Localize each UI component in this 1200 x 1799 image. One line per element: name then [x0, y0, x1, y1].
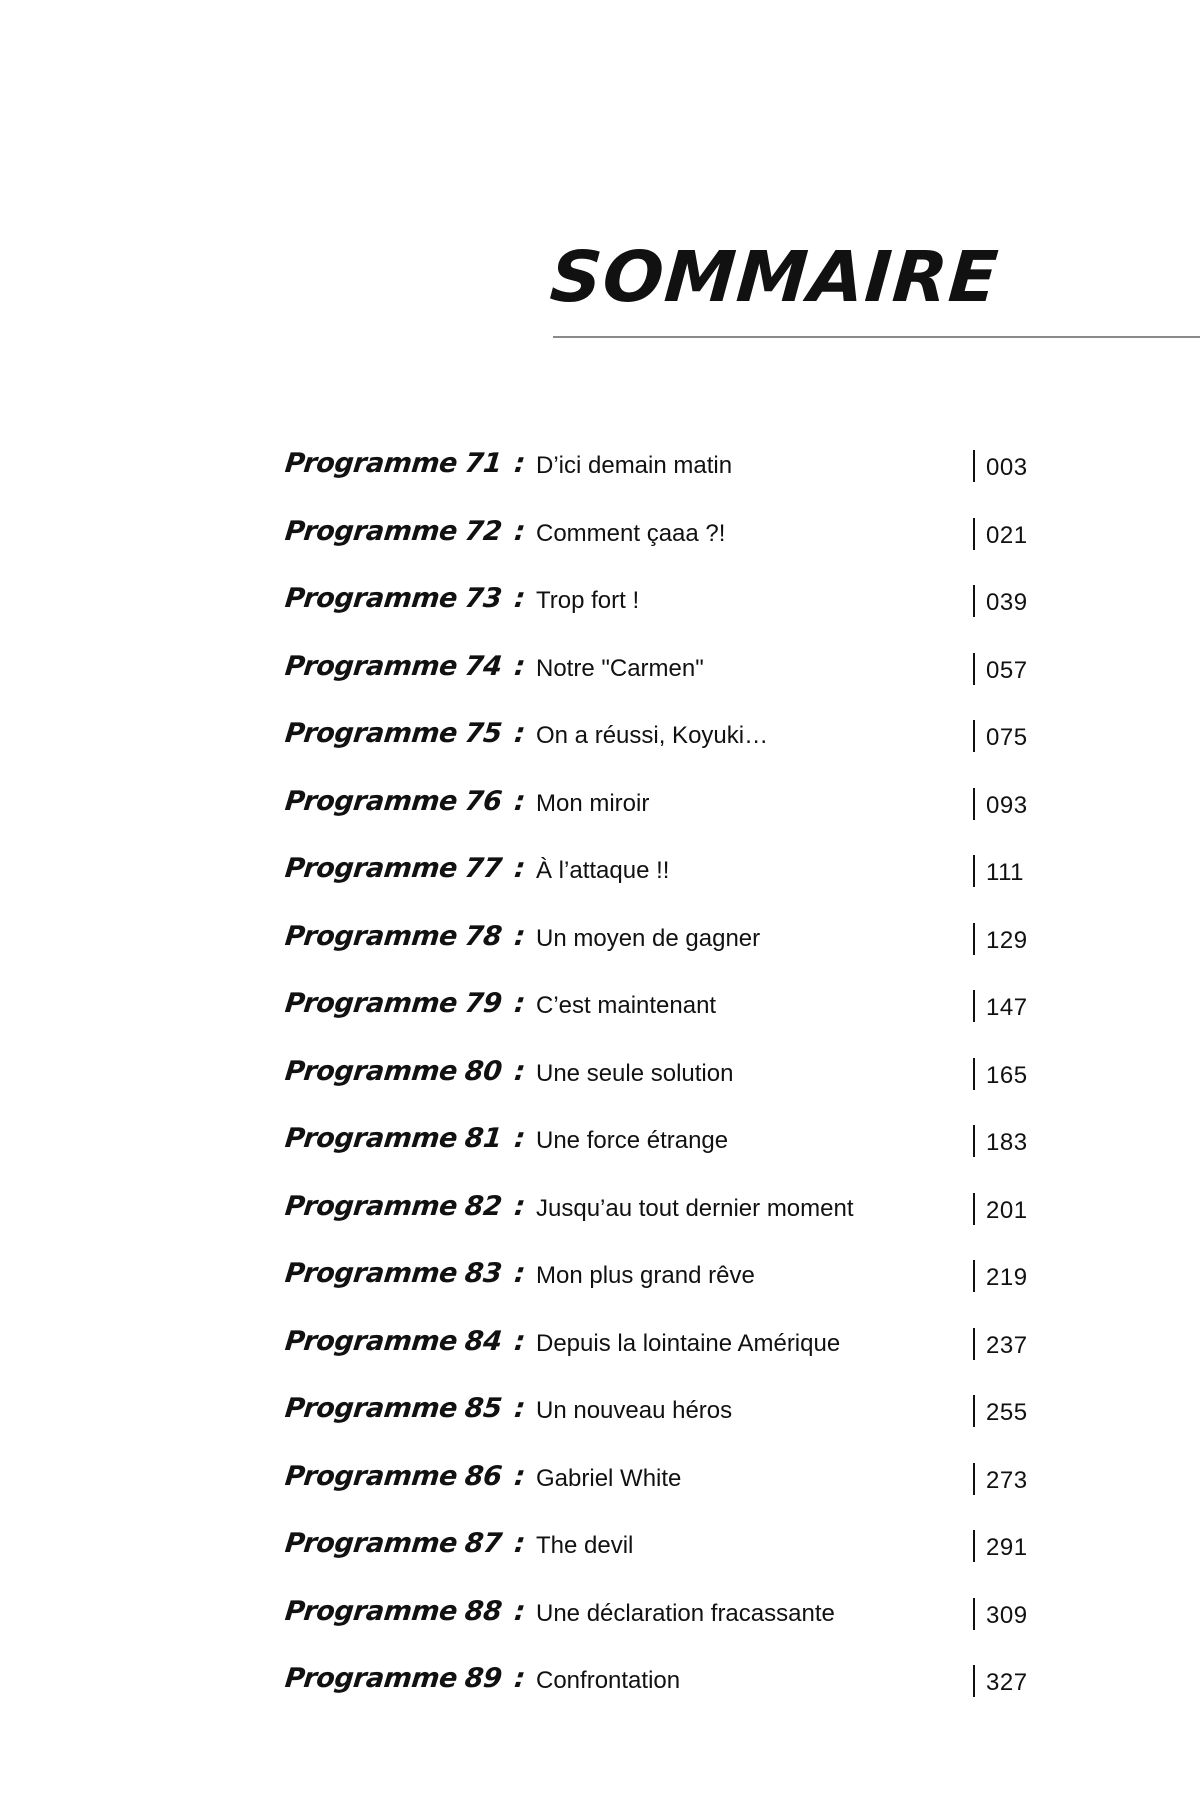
table-of-contents: [283, 444, 1043, 1727]
page-number: 237: [986, 1331, 1028, 1359]
toc-entry: [283, 1457, 1043, 1525]
separator-bar: [973, 788, 975, 820]
chapter-title: Confrontation: [536, 1667, 681, 1694]
chapter-label: Programme 83 :: [283, 1258, 527, 1289]
page-title: SOMMAIRE: [547, 236, 1002, 318]
toc-entry: [283, 1052, 1043, 1120]
separator-bar: [973, 1598, 975, 1630]
page-number: 165: [986, 1061, 1028, 1089]
chapter-label: Programme 85 :: [283, 1393, 527, 1424]
chapter-title: Gabriel White: [536, 1464, 682, 1492]
toc-entry: [283, 1322, 1043, 1390]
chapter-label: Programme 80 :: [283, 1055, 527, 1087]
separator-bar: [973, 990, 975, 1022]
chapter-title: Jusqu’au tout dernier moment: [536, 1194, 854, 1222]
chapter-label: Programme 81 :: [283, 1123, 527, 1154]
page-number: 183: [986, 1129, 1028, 1156]
chapter-label: Programme 82 :: [283, 1190, 527, 1222]
separator-bar: [973, 653, 975, 685]
toc-entry: [283, 1524, 1043, 1592]
page-number: 273: [986, 1466, 1028, 1494]
separator-bar: [973, 855, 975, 887]
separator-bar: [973, 1665, 975, 1697]
page-number: 093: [986, 791, 1028, 819]
chapter-title: On a réussi, Koyuki…: [536, 722, 769, 749]
page-number: 111: [986, 859, 1024, 886]
chapter-label: Programme 75 :: [283, 718, 527, 749]
chapter-title: Un nouveau héros: [536, 1397, 733, 1424]
separator-bar: [973, 720, 975, 752]
separator-bar: [973, 1530, 975, 1562]
chapter-label: Programme 89 :: [283, 1663, 527, 1694]
chapter-label: Programme 78 :: [283, 920, 527, 952]
chapter-title: C’est maintenant: [536, 992, 717, 1019]
toc-entry: [283, 1659, 1043, 1727]
page-number: 327: [986, 1669, 1028, 1696]
separator-bar: [973, 1463, 975, 1495]
toc-entry: [283, 782, 1043, 850]
chapter-title: Une seule solution: [536, 1059, 734, 1087]
chapter-title: Notre "Carmen": [536, 654, 704, 682]
chapter-title: À l’attaque !!: [536, 857, 670, 884]
toc-entry: [283, 647, 1043, 715]
chapter-label: Programme 74 :: [283, 650, 527, 682]
chapter-title: Depuis la lointaine Amérique: [536, 1329, 841, 1357]
toc-entry: [283, 1254, 1043, 1322]
separator-bar: [973, 1328, 975, 1360]
separator-bar: [973, 1125, 975, 1157]
chapter-title: Mon plus grand rêve: [536, 1262, 755, 1289]
toc-entry: [283, 1592, 1043, 1660]
chapter-title: Un moyen de gagner: [536, 924, 761, 952]
page-number: 057: [986, 656, 1028, 684]
page-number: 075: [986, 724, 1028, 751]
separator-bar: [973, 1260, 975, 1292]
toc-entry: [283, 579, 1043, 647]
separator-bar: [973, 1395, 975, 1427]
toc-entry: [283, 1119, 1043, 1187]
separator-bar: [973, 1058, 975, 1090]
chapter-label: Programme 76 :: [283, 785, 527, 817]
chapter-title: Une force étrange: [536, 1127, 729, 1154]
page-number: 129: [986, 926, 1028, 954]
title-underline: [553, 336, 1200, 338]
toc-entry: [283, 444, 1043, 512]
toc-entry: [283, 1187, 1043, 1255]
page-number: 003: [986, 454, 1028, 481]
chapter-label: Programme 86 :: [283, 1460, 527, 1492]
chapter-label: Programme 88 :: [283, 1595, 527, 1627]
page-number: 201: [986, 1196, 1028, 1224]
page-number: 255: [986, 1399, 1028, 1426]
chapter-title: Mon miroir: [536, 789, 650, 817]
toc-entry: [283, 984, 1043, 1052]
page-number: 219: [986, 1264, 1028, 1291]
chapter-title: Comment çaaa ?!: [536, 519, 726, 547]
separator-bar: [973, 518, 975, 550]
toc-entry: [283, 849, 1043, 917]
chapter-label: Programme 72 :: [283, 515, 527, 547]
page-number: 147: [986, 994, 1028, 1021]
chapter-title: Une déclaration fracassante: [536, 1599, 835, 1627]
chapter-title: D’ici demain matin: [536, 452, 733, 479]
chapter-title: The devil: [536, 1532, 634, 1559]
separator-bar: [973, 1193, 975, 1225]
toc-entry: [283, 1389, 1043, 1457]
toc-entry: [283, 714, 1043, 782]
toc-entry: [283, 917, 1043, 985]
chapter-label: Programme 87 :: [283, 1528, 527, 1559]
page-number: 291: [986, 1534, 1028, 1561]
separator-bar: [973, 923, 975, 955]
chapter-label: Programme 71 :: [283, 448, 527, 479]
chapter-label: Programme 73 :: [283, 583, 527, 614]
chapter-label: Programme 84 :: [283, 1325, 527, 1357]
page-number: 021: [986, 521, 1028, 549]
separator-bar: [973, 450, 975, 482]
separator-bar: [973, 585, 975, 617]
page-number: 039: [986, 589, 1028, 616]
toc-entry: [283, 512, 1043, 580]
chapter-label: Programme 79 :: [283, 988, 527, 1019]
page-number: 309: [986, 1601, 1028, 1629]
chapter-title: Trop fort !: [536, 587, 640, 614]
chapter-label: Programme 77 :: [283, 853, 527, 884]
